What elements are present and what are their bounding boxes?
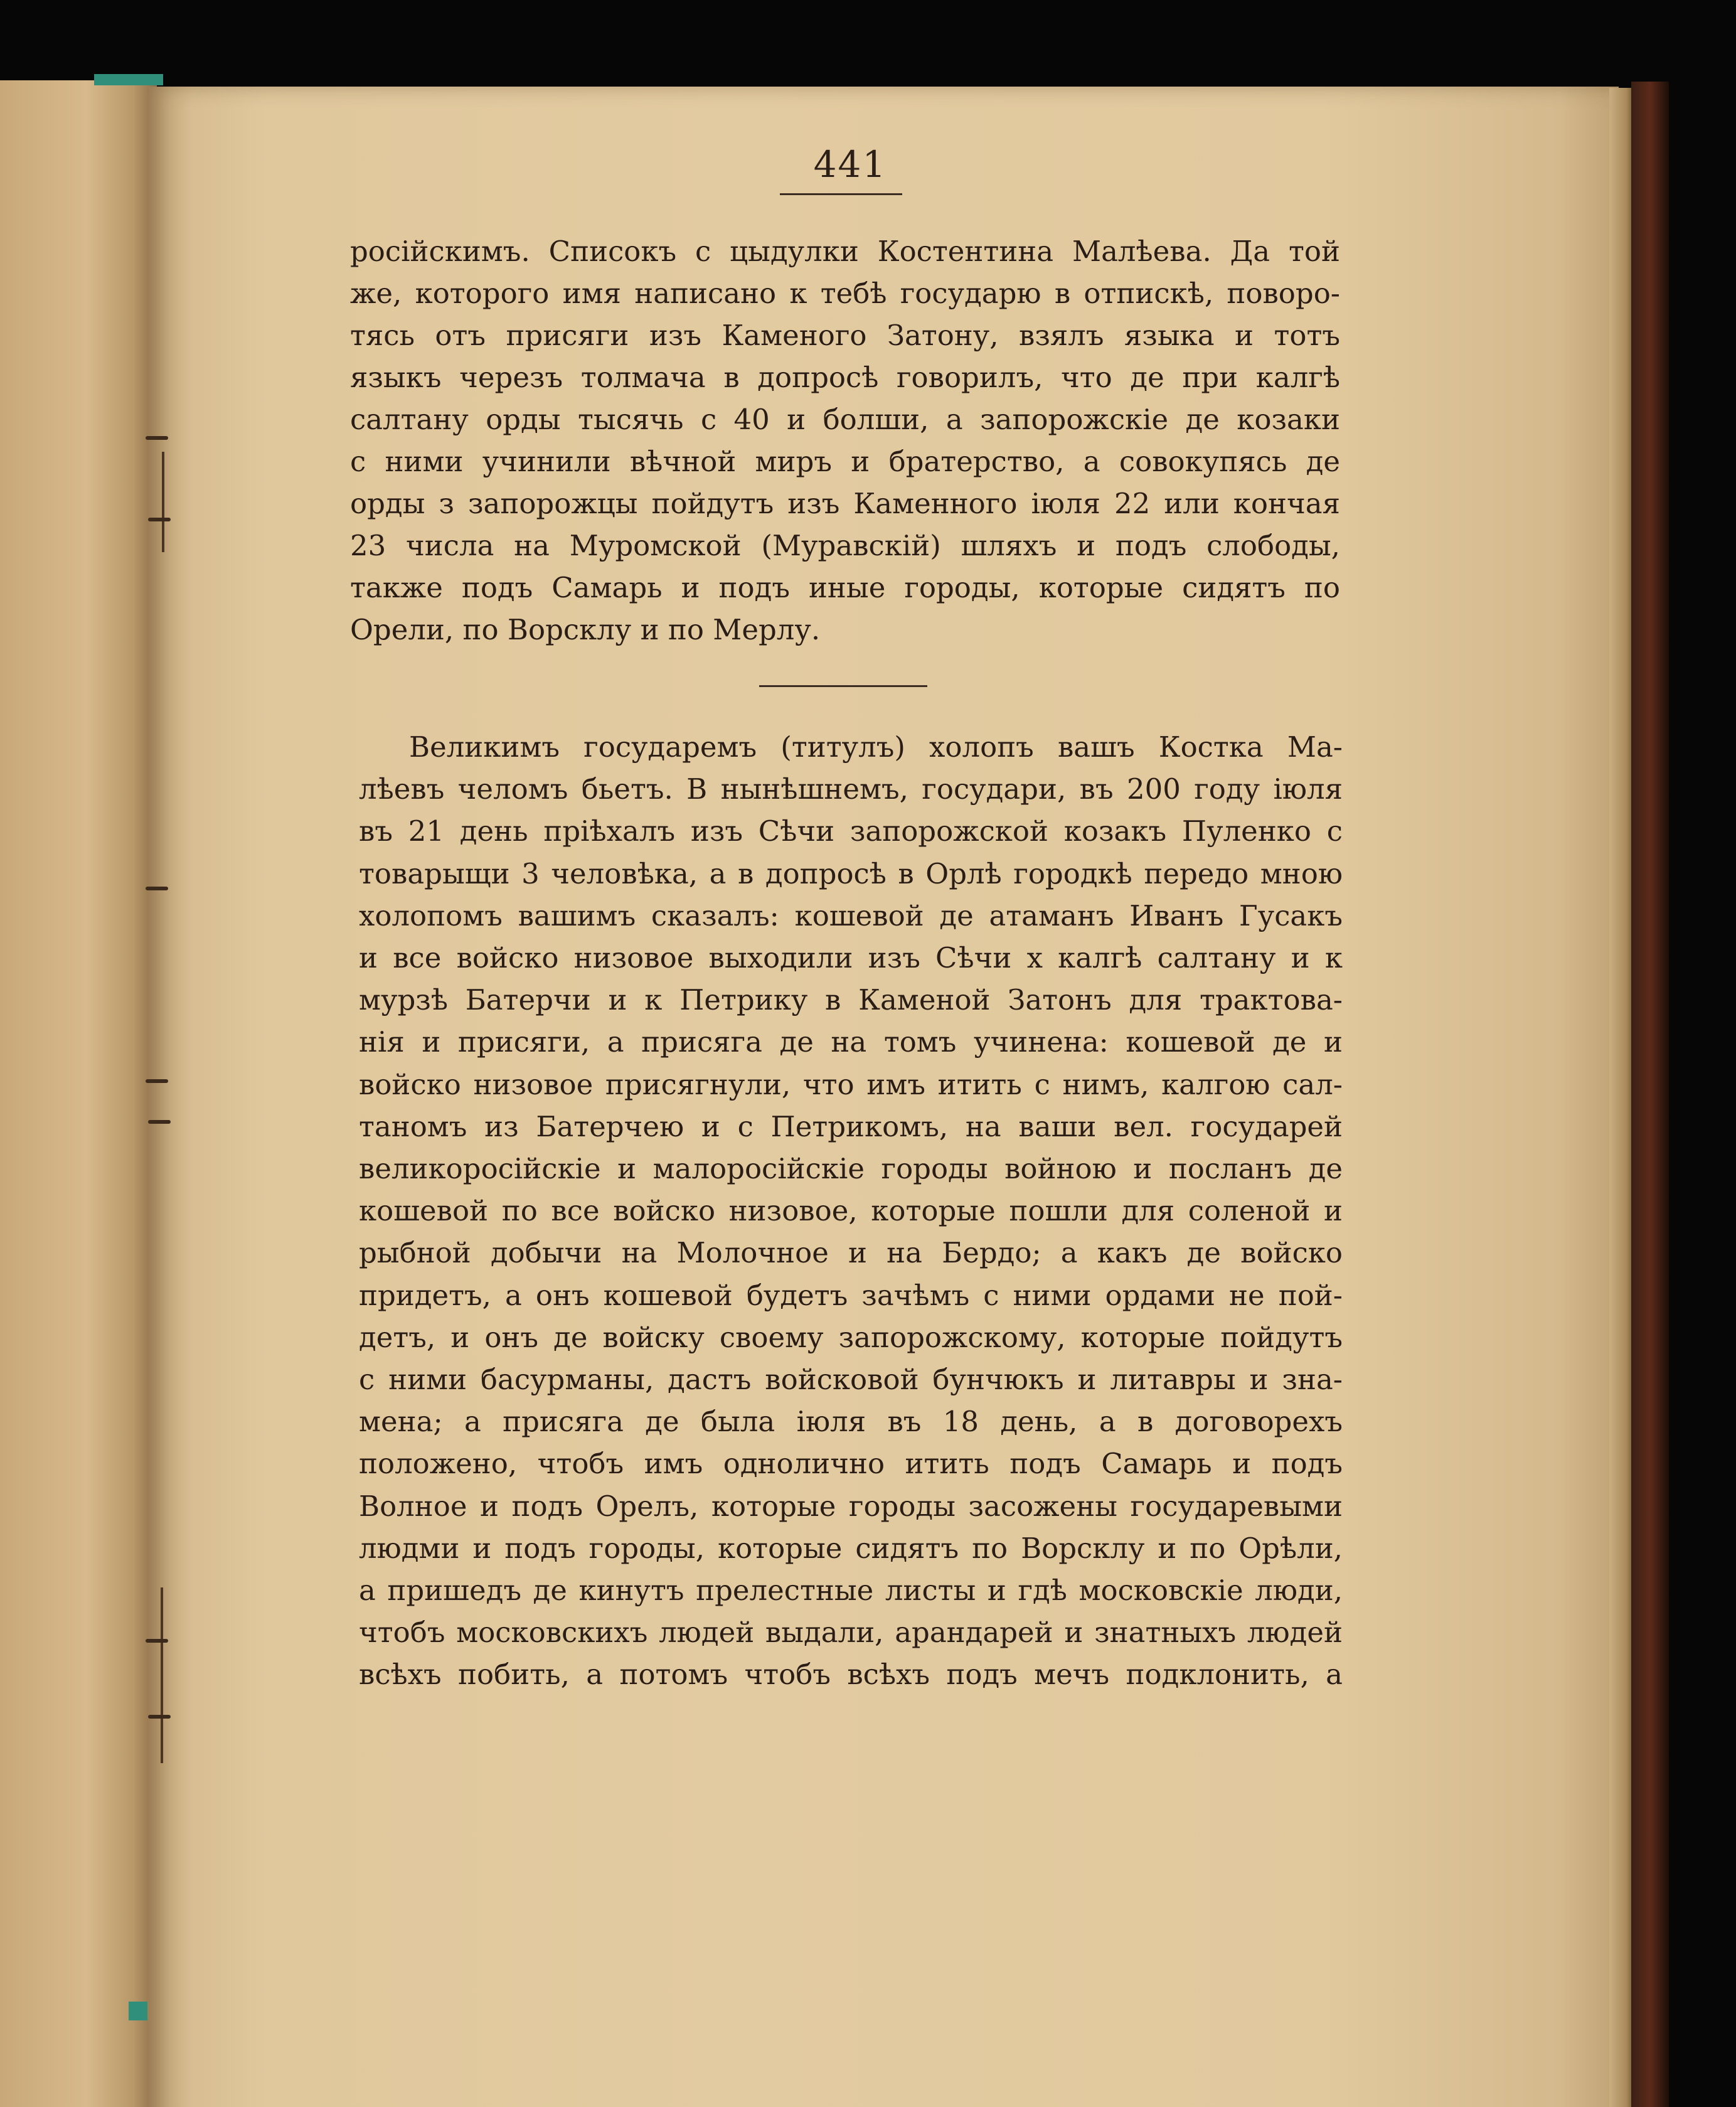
text-line: тясь отъ присяги изъ Каменого Затону, взялъ языка и тотъ — [350, 319, 1340, 352]
text-line: таномъ из Батерчею и с Петрикомъ, на ваши вел. государей — [359, 1109, 1343, 1143]
text-line: Орели, по Ворсклу и по Мерлу. — [350, 613, 821, 646]
gutter-stitch — [146, 1639, 168, 1643]
page-number-underline — [780, 193, 902, 195]
text-line: холопомъ вашимъ сказалъ: кошевой де атаманъ Иванъ Гусакъ — [359, 899, 1343, 932]
gutter-stitch — [148, 1120, 171, 1124]
text-line: лѣевъ челомъ бьетъ. В нынѣшнемъ, государи, въ 200 году іюля — [359, 772, 1343, 806]
text-line: мена; а присяга де была іюля въ 18 день, а в договорехъ — [359, 1405, 1343, 1439]
text-line: людми и подъ городы, которые сидятъ по Ворсклу и по Орѣли, — [359, 1531, 1343, 1565]
text-line: языкъ черезъ толмача в допросѣ говорилъ, что де при калгѣ — [350, 361, 1340, 394]
text-line: въ 21 день пріѣхалъ изъ Сѣчи запорожской козакъ Пуленко с — [359, 814, 1343, 848]
text-line: а пришедъ де кинутъ прелестные листы и гдѣ московскіе люди, — [359, 1574, 1343, 1608]
text-line: товарыщи 3 человѣка, а в допросѣ в Орлѣ городкѣ передо мною — [359, 856, 1343, 890]
previous-page-edge — [0, 80, 157, 2107]
text-line: Волное и подъ Орелъ, которые городы засожены государевыми — [359, 1489, 1343, 1523]
text-line: нія и присяги, а присяга де на томъ учинена: кошевой де и — [359, 1025, 1343, 1059]
text-line: придетъ, а онъ кошевой будетъ зачѣмъ с ними ордами не пой- — [359, 1278, 1343, 1312]
text-line: всѣхъ побить, а потомъ чтобъ всѣхъ подъ мечъ подклонить, а — [359, 1658, 1343, 1692]
text-line: салтану орды тысячь с 40 и болши, а запорожскіе де козаки — [350, 403, 1340, 436]
text-line: войско низовое присягнули, что имъ итить с нимъ, калгою сал- — [359, 1067, 1343, 1101]
page-number: 441 — [813, 143, 887, 186]
text-line: орды з запорожцы пойдутъ изъ Каменного іюля 22 или кончая — [350, 487, 1340, 520]
gutter-thread — [161, 1587, 163, 1763]
ribbon-top — [94, 74, 163, 85]
text-line: также подъ Самарь и подъ иные городы, которые сидятъ по — [350, 571, 1340, 604]
text-line: кошевой по все войско низовое, которые пошли для соленой и — [359, 1194, 1343, 1228]
text-line: Великимъ государемъ (титулъ) холопъ вашъ Костка Ма- — [409, 730, 1343, 764]
text-line: мурзѣ Батерчи и к Петрику в Каменой Затонъ для трактова- — [359, 983, 1343, 1017]
paragraph-2 — [359, 726, 1343, 1696]
book-cover-edge — [1631, 82, 1669, 2107]
text-line: положено, чтобъ имъ однолично итить подъ Самарь и подъ — [359, 1447, 1343, 1481]
gutter-stitch — [146, 436, 168, 440]
gutter-thread — [162, 452, 164, 552]
text-line: російскимъ. Списокъ с цыдулки Костентина Малѣева. Да той — [350, 235, 1340, 268]
text-line: с ними учинили вѣчной миръ и братерство, а совокупясь де — [350, 445, 1340, 478]
gutter-stitch — [148, 518, 171, 521]
text-line: чтобъ московскихъ людей выдали, арандарей и знатныхъ людей — [359, 1616, 1343, 1650]
section-divider — [759, 685, 927, 687]
text-line: 23 числа на Муромской (Муравскій) шляхъ и подъ слободы, — [350, 529, 1340, 562]
text-line: детъ, и онъ де войску своему запорожскому, которые пойдутъ — [359, 1320, 1343, 1354]
text-line: рыбной добычи на Молочное и на Бердо; а какъ де войско — [359, 1236, 1343, 1270]
text-line: же, которого имя написано к тебѣ государю в отпискѣ, поворо- — [350, 277, 1340, 310]
text-line: великоросійскіе и малоросійскіе городы войною и посланъ де — [359, 1152, 1343, 1186]
text-line: и все войско низовое выходили изъ Сѣчи х калгѣ салтану и к — [359, 941, 1343, 975]
gutter-stitch — [148, 1715, 171, 1719]
paragraph-1 — [350, 230, 1340, 651]
text-line: с ними басурманы, дастъ войсковой бунчюкъ и литавры и зна- — [359, 1363, 1343, 1397]
gutter-stitch — [146, 887, 168, 890]
gutter-stitch — [146, 1079, 168, 1083]
